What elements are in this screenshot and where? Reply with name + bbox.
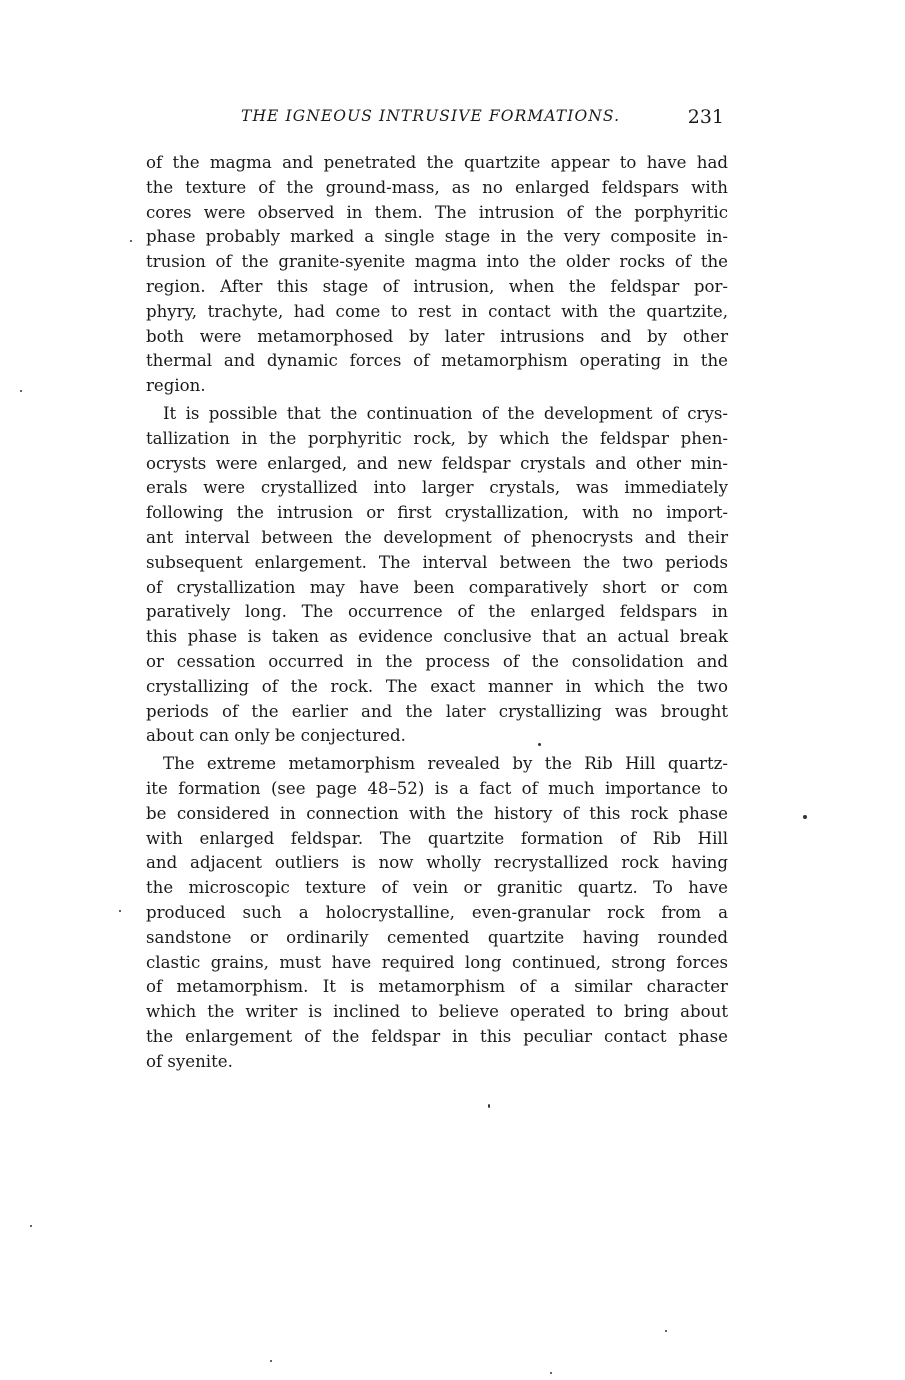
text-line: of the magma and penetrated the quartzite appear to have had <box>146 153 728 172</box>
scan-speck <box>488 1104 490 1108</box>
text-line: the texture of the ground-mass, as no enlarged feldspars with <box>146 177 728 197</box>
text-line: erals were crystallized into larger crystals, was immediately <box>146 478 728 498</box>
text-line: this phase is taken as evidence conclusive that an actual break <box>146 627 728 647</box>
paragraph-3 <box>146 752 728 1074</box>
scan-speck <box>119 910 121 912</box>
page-number: 231 <box>687 106 724 128</box>
scan-speck <box>550 1372 552 1374</box>
text-line: subsequent enlargement. The interval between the two periods <box>146 552 728 572</box>
text-line: clastic grains, must have required long continued, strong forces <box>146 952 728 972</box>
text-line: phase probably marked a single stage in the very composite in- <box>146 227 728 247</box>
scan-speck <box>130 240 132 242</box>
paragraph-1 <box>146 151 728 399</box>
scan-speck <box>665 1330 667 1332</box>
scan-speck <box>270 1360 272 1362</box>
text-line: both were metamorphosed by later intrusions and by other <box>146 326 728 346</box>
text-line: tallization in the porphyritic rock, by which the feldspar phen- <box>146 428 728 448</box>
scan-speck <box>30 1225 32 1227</box>
scan-speck <box>20 390 22 392</box>
text-line: and adjacent outliers is now wholly recrystallized rock having <box>146 853 728 873</box>
text-line: ocrysts were enlarged, and new feldspar crystals and other min- <box>146 453 728 473</box>
text-line: or cessation occurred in the process of the consolidation and <box>146 651 728 671</box>
text-line: paratively long. The occurrence of the enlarged feldspars in <box>146 602 728 622</box>
text-line: about can only be conjectured. <box>146 726 406 746</box>
text-line: of crystallization may have been comparatively short or com <box>146 577 728 597</box>
scan-speck <box>803 815 807 819</box>
text-line: with enlarged feldspar. The quartzite formation of Rib Hill <box>146 828 728 848</box>
text-line: of syenite. <box>146 1051 233 1071</box>
text-line: ite formation (see page 48–52) is a fact of much importance to <box>146 778 728 798</box>
text-line: following the intrusion or first crystallization, with no import- <box>146 503 728 523</box>
text-line: the microscopic texture of vein or granitic quartz. To have <box>146 878 728 898</box>
running-head <box>146 104 730 134</box>
text-line: of metamorphism. It is metamorphism of a similar character <box>146 977 728 997</box>
scan-speck <box>538 743 541 746</box>
text-line: periods of the earlier and the later crystallizing was brought <box>146 701 728 721</box>
text-line: It is possible that the continuation of the development of crys- <box>163 403 728 423</box>
text-line: trusion of the granite-syenite magma into the older rocks of the <box>146 252 728 272</box>
text-line: thermal and dynamic forces of metamorphism operating in the <box>146 351 728 371</box>
text-line: crystallizing of the rock. The exact manner in which the two <box>146 676 728 696</box>
text-line: ant interval between the development of phenocrysts and their <box>146 527 728 547</box>
text-line: region. <box>146 376 206 396</box>
body-text <box>146 151 728 1077</box>
text-line: phyry, trachyte, had come to rest in contact with the quartzite, <box>146 301 728 321</box>
text-line: which the writer is inclined to believe operated to bring about <box>146 1002 728 1022</box>
text-line: produced such a holocrystalline, even-granular rock from a <box>146 902 728 922</box>
text-line: region. After this stage of intrusion, when the feldspar por- <box>146 276 728 296</box>
paragraph-2 <box>146 402 728 749</box>
text-line: The extreme metamorphism revealed by the Rib Hill quartz- <box>163 754 728 774</box>
running-title: THE IGNEOUS INTRUSIVE FORMATIONS. <box>241 107 621 125</box>
text-line: cores were observed in them. The intrusion of the porphyritic <box>146 202 728 222</box>
text-line: the enlargement of the feldspar in this peculiar contact phase <box>146 1026 728 1046</box>
text-line: sandstone or ordinarily cemented quartzite having rounded <box>146 927 728 947</box>
text-line: be considered in connection with the history of this rock phase <box>146 803 728 823</box>
